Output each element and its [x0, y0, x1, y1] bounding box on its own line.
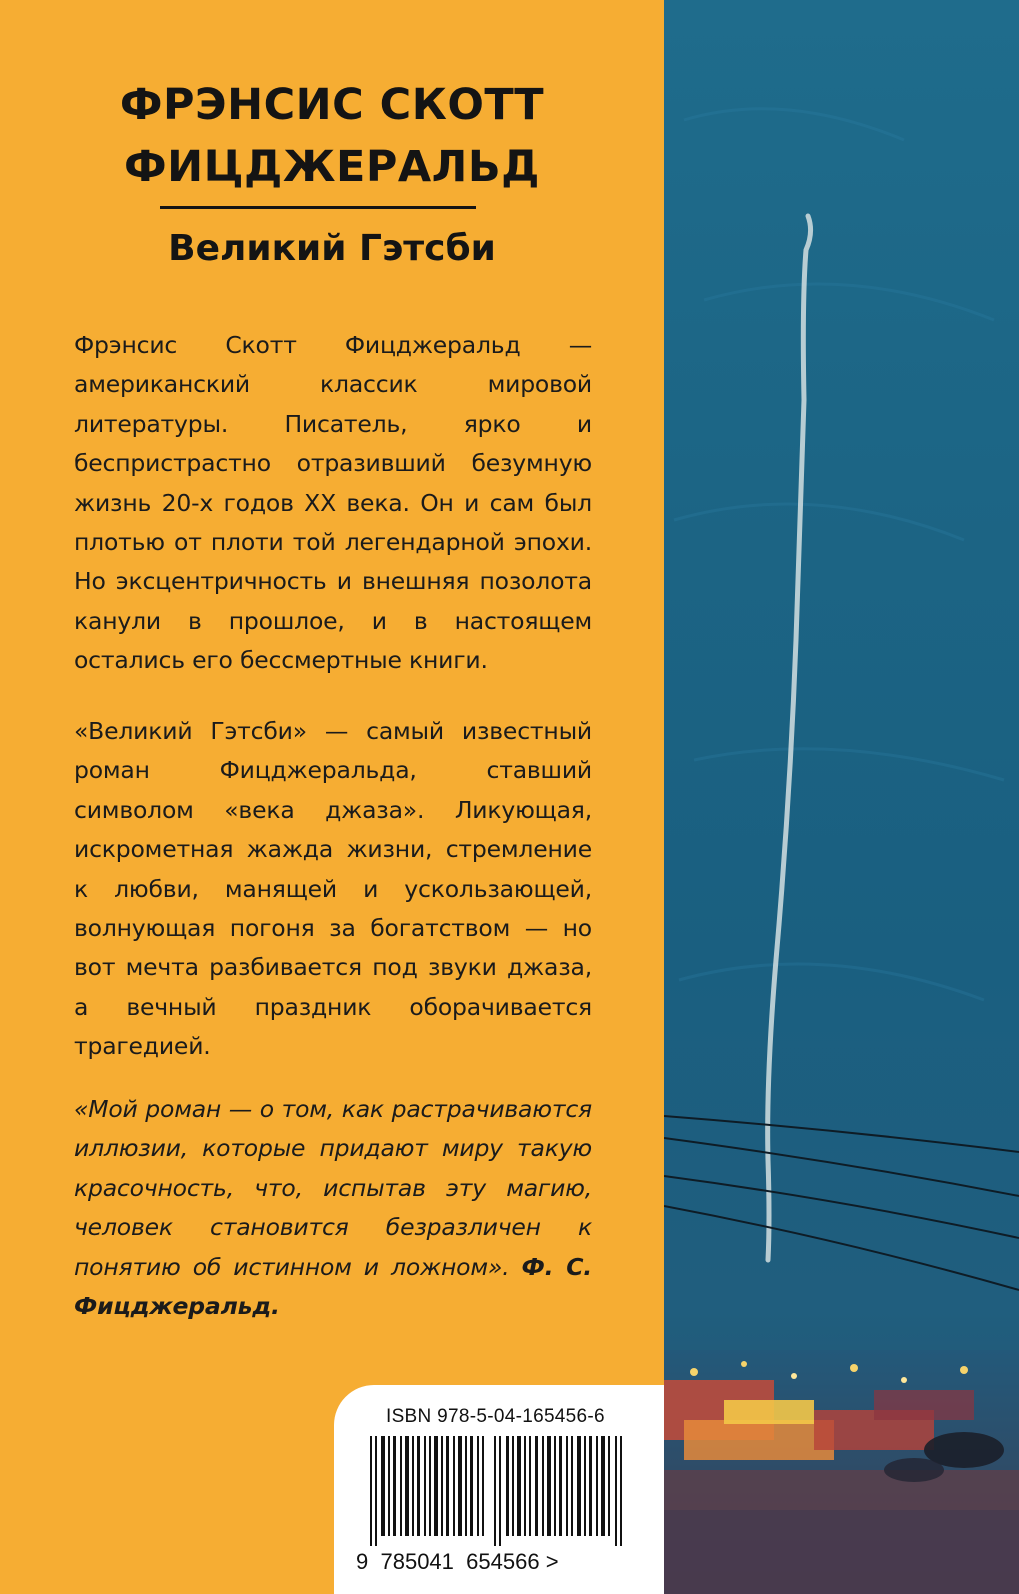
author-name-line1: ФРЭНСИС СКОТТ	[119, 80, 545, 130]
quote-signature: Ф. С. Фицджеральд.	[74, 1252, 592, 1321]
barcode-icon	[360, 1436, 638, 1546]
isbn-number: ISBN 978-5-04-165456-6	[386, 1406, 605, 1427]
artwork-illustration	[664, 0, 1019, 1594]
author-quote	[74, 1090, 592, 1326]
barcode-digit-group2: 654566	[466, 1549, 540, 1574]
cover-artwork	[664, 0, 1019, 1594]
title-divider	[160, 206, 476, 209]
quote-text: «Мой роман — о том, как растрачиваются иллюзии, которые придают миру такую красочность, что, испытав эту магию, человек становится безразличен к понятию об истинном и ложном».	[74, 1095, 592, 1281]
book-description: «Великий Гэтсби» — самый известный роман Фицджеральда, ставший символом «века джаза». Ликующая, искрометная жажда жизни, стремление к любви, манящей и ускользающей, волнующая погоня за богатством — но вот мечта разбивается под звуки джаза, а вечный праздник оборачивается трагедией.	[74, 717, 592, 1061]
book-title: Великий Гэтсби	[168, 228, 496, 269]
barcode-digits	[356, 1549, 636, 1575]
barcode-digit-first: 9	[356, 1549, 369, 1574]
barcode-digit-group1: 785041	[380, 1549, 454, 1574]
author-description: Фрэнсис Скотт Фицджеральд — американский классик мировой литературы. Писатель, ярко и беспристрастно отразивший безумную жизнь 20-х годов XX века. Он и сам был плотью от плоти той легендарной эпохи. Но эксцентричность и внешняя позолота канули в прошлое, и в настоящем остались его бессмертные книги.	[74, 331, 592, 675]
author-name-line2: ФИЦДЖЕРАЛЬД	[124, 142, 540, 192]
barcode-digit-end: >	[545, 1549, 559, 1574]
author-name	[0, 74, 664, 198]
